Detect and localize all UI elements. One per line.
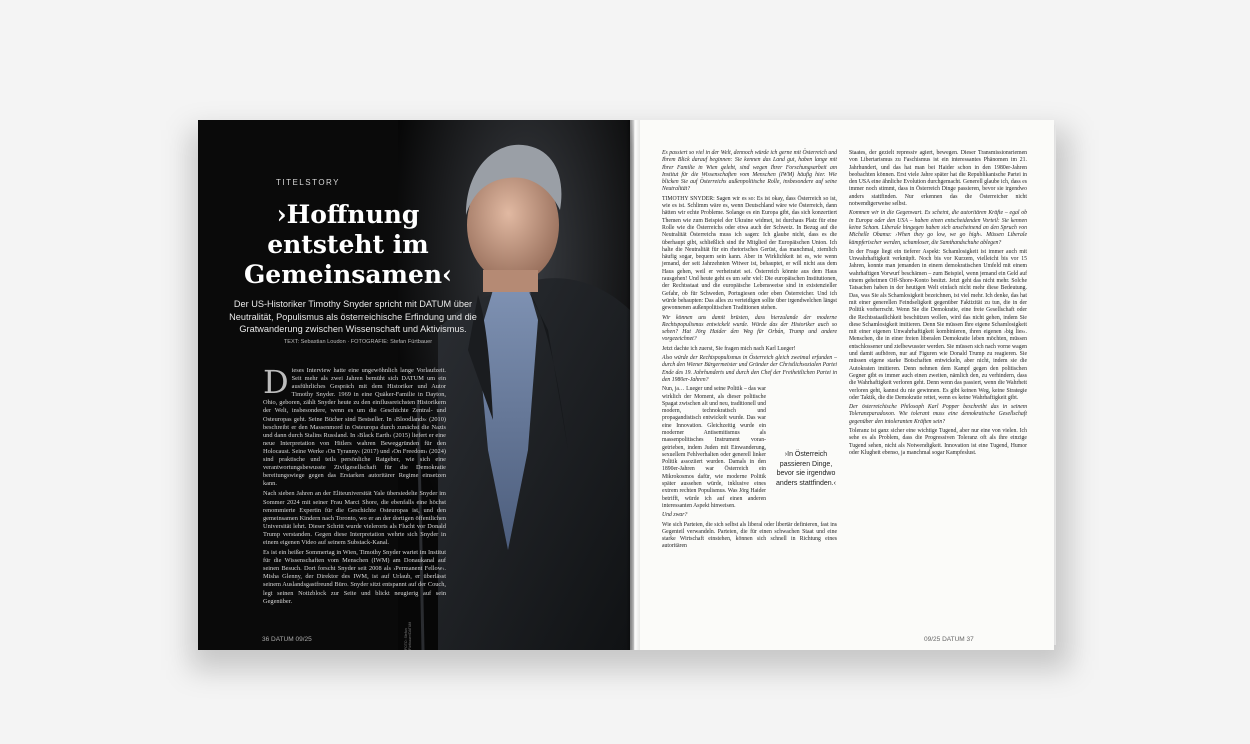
article-credits: TEXT: Sebastian Loudon · FOTOGRAFIE: Stefan Fürtbauer xyxy=(283,339,433,345)
answer: In der Frage liegt ein tieferer Aspekt: Schamlosigkeit ist immer auch mit Unwahrhaftigkeit verknüpft. Noch bis vor Kurzem, vielleicht bis vor 15 Jahren, konnte man jemanden in einem demokratischen Umfeld mit einem wahrhaftigen Vorwurf beschämen – zum Beispiel, wenn jemand ein Geld auf einem geheimen Off-Shore-Konto besitzt. Jetzt geht das nicht mehr. Solche Tatsachen haben in der heutigen Welt einfach nicht mehr diese Bedeutung. Das, was Sie als Schamlosigkeit bezeichnen, ist viel mehr. Ich denke, das hat mit einer generellen Feindseligkeit gegenüber Faktizität zu tun, die in der Politik vorherrscht. Wenn Sie die Demokratie, eine freie Gesellschaft oder die Rechtsstaatlichkeit beschützen wollen, wird das nicht gehen, indem Sie diese Schamlosigkeit imitieren. Denn Sie müssen Ihre eigene Schamlosigkeit mit einer eigenen Unwahrhaftigkeit kombinieren, ihren eigenen ›big lies‹. Menschen, die in einer freien liberalen Demokratie leben möchten, müssen entschlossener und zielbewusster werden. Sie müssen sich nach vorne wagen und damit aufhören, nur auf Figuren wie Donald Trump zu reagieren. Sie müssen eigene starke Botschaften entwickeln, aber nicht, indem sie die Autokraten imitieren. Denn nehmen dem Kampf gegen den politischen Gegner gibt es immer auch einen zweiten, nämlich den, zu verhindern, dass die Wahrhaftigkeit verloren geht. Denn wenn das passiert, wenn die Wahrheit verloren geht, kannst du nie gewinnen. Es gibt keinen Weg, keine Strategie oder Taktik, die die Demokratie rettet, wenn es keine Wahrhaftigkeit gibt. xyxy=(849,248,1028,401)
magazine-spread xyxy=(198,120,1054,650)
pull-quote: ›In Österreich passieren Dinge, bevor sie irgendwo anders stattfinden.‹ xyxy=(771,450,841,488)
answer: Nun, ja… Lueger und seine Politik – das war wirklich der Moment, als dieser politische Spagat zwischen alt und neu, traditionell und modern, technokratisch und propagandistisch entwickelt wurde. Das war eine Innovation. Gleichzeitig wurde ein moderner Antisemitismus als massenpolitisches Instrument voran-getrieben, indem Juden mit Einwanderung, sexuellem Fehlverhalten oder generell linker Politik assoziiert wurden. Damals in den 1890er-Jahren war Österreich ein Mikrokosmos dafür, wie moderne Politik später aussehen würde, inklusive eines extrem rechten Populismus. Was Jörg Haider betrifft, würde ich auf einen anderen interessanten Aspekt hinweisen. xyxy=(662,386,766,509)
article-headline: ›Hoffnung entsteht im Gemeinsamen‹ xyxy=(243,200,453,289)
question: Also würde der Rechtspopulismus in Österreich gleich zweimal erfunden – durch den Wiener Bürgermeister und Gründer der Christlichsozialen Partei Ende des 19. Jahrhunderts und durch den Chef der Freiheitlichen Partei in den 1980er-Jahren? xyxy=(662,355,837,383)
intro-paragraph-1: ieses Interview hatte eine ungewöhnlich lange Vorlaufzeit. Seit mehr als zwei Jahren bemüht sich DATUM um ein ausführliches Gespräch mit dem Historiker und Autor Timothy Snyder. 1969 in eine Quäker-Familie in Dayton, Ohio, geboren, zählt Snyder heute zu den einflussreichsten Historikern der Welt, insbesondere, wenn es um die Geschichte Zentral- und Osteuropas geht. Seine Bücher sind Bestseller. In ›Bloodlands‹ (2010) beschreibt er den Massenmord in Osteuropa durch zunächst die Nazis und dann durch Stalins Russland. In ›Black Earth‹ (2015) liefert er eine neue Interpretation von Hitlers wahren Beweggründen für den Holocaust. Seine Werke ›On Tyranny‹ (2017) und ›On Freedom‹ (2024) sind praktische und teils persönliche Ratgeber, wie sich eine verantwortungsbewusste Zivilgesellschaft für die Demokratie bereitungswiege gegen das Erstarken autoritärer Regime einsetzen kann. xyxy=(263,367,446,488)
answer: Toleranz ist ganz sicher eine wichtige Tugend, aber nur eine von vielen. Ich sehe es als Problem, dass die Progressiven Toleranz oft als ihre einzige Tugend sehen, nicht als Notwendigkeit. Innovation ist eine Tugend, Humor oder Klugheit ebenso, ja manchmal sogar Kampfeslust. xyxy=(849,427,1027,456)
page-folio-left: 36 DATUM 09/25 xyxy=(262,636,312,643)
dropcap: D xyxy=(263,363,289,401)
photo-credit: FOTO: Stefan Fürtbauer/DATUM xyxy=(404,621,412,650)
right-page xyxy=(634,120,1054,650)
intro-paragraph-2: Nach sieben Jahren an der Eliteuniversität Yale übersiedelte Snyder im Sommer 2024 mit seiner Frau Marci Shore, die ebenfalls eine höchst renommierte Expertin für die Geschichte Osteuropas ist, und den gemeinsamen Kindern nach Toronto, wo er an der dortigen öffentlichen Universität lehrt. Dieser Schritt wurde vielerorts als Flucht vor Donald Trump verstanden. Gegen diese Interpretation wehrte sich Snyder in einem eigenen Video auf seinem Substack-Kanal. xyxy=(263,490,446,546)
answer: Staates, der gezielt repressiv agiert, bewegen. Dieser Transmissionsriemen von Libertarismus zu Faschismus ist ein interessantes Phänomen im 21. Jahrhundert, und das hat man bei Haider schon in den 1980er-Jahren beobachten können. Erst viele Jahre später hat die Republikanische Partei in den USA eine ähnliche Evolution durchgemacht. Generell glaube ich, dass es immer noch stimmt, dass in Österreich Dinge passieren, bevor sie irgendwo anders stattfinden. Nur erkennen das die Österreicher nicht notwendigerweise selbst. xyxy=(849,150,1027,208)
intro-paragraph xyxy=(263,363,446,488)
intro-paragraph-3: Es ist ein heißer Sommertag in Wien, Timothy Snyder wartet im Institut für die Wissenschaften vom Menschen (IWM) am Donaukanal auf seinen Besuch. Dort forscht Snyder seit 2008 als ›Permanent Fellow‹. Misha Glenny, der Direktor des IWM, ist auf Urlaub, er überlässt seinem Auslandsgastfreund Büro. Snyder sitzt entspannt auf der Couch, legt seinen Notizblock zur Seite und blickt neugierig auf sein Gegenüber. xyxy=(263,549,446,605)
answer: Wie sich Parteien, die sich selbst als liberal oder libertär definieren, fast ins Gegenteil verwandeln. Parteien, die für einen schwachen Staat und eine starke Wirtschaft einstehen, können sich schnell in Richtung eines autoritären xyxy=(662,521,837,550)
question: Kommen wir in die Gegenwart. Es scheint, die autoritären Kräfte – egal ob in Europa oder den USA – haben einen entscheidenden Vorteil: Sie kennen keine Scham. Liberale hingegen haben sich anscheinend an den Spruch von Michelle Obama: ›When they go low, we go high‹. Müssen Liberale kämpferischer werden, schamloser, die Samthandschuhe ablegen? xyxy=(849,210,1027,246)
interview-column-1 xyxy=(662,150,837,553)
question: Wir können uns damit brüsten, dass hierzulande der moderne Rechtspopulismus entwickelt wurde. Würde das der Historiker auch so sehen? Hat Jörg Haider den Weg für Orbán, Trump und andere vorgezeichnet? xyxy=(662,314,837,343)
question: Es passiert so viel in der Welt, dennoch würde ich gerne mit Österreich und Ihrem Blick darauf beginnen: Sie kennen das Land gut, haben lange mit Ihrer Familie in Wien gelebt, sind wegen Ihrer Forschungsarbeit am Institut für die Wissenschaften vom Menschen (IWM) häufig hier. Wie blicken Sie auf Österreichs außenpolitische Rolle, insbesondere auf seine Neutralität? xyxy=(662,150,837,193)
page-folio-right: 09/25 DATUM 37 xyxy=(924,636,974,643)
section-kicker: TITELSTORY xyxy=(275,178,341,187)
answer: Jetzt dachte ich zuerst, Sie fragen mich nach Karl Lueger! xyxy=(662,345,796,352)
intro-body xyxy=(263,363,446,608)
question: Der österreichische Philosoph Karl Popper beschreibt das in seinem Toleranzparadoxon. Wie tolerant muss eine demokratische Gesellschaft gegenüber den intoleranten Kräften sein? xyxy=(849,404,1027,425)
article-intro: Der US-Historiker Timothy Snyder spricht mit DATUM über Neutralität, Populismus als österreichische Erfindung und die Gratwanderung zwischen Wissenschaft und Aktivismus. xyxy=(229,299,477,334)
question: Und zwar? xyxy=(662,512,688,519)
answer: TIMOTHY SNYDER: Sagen wir es so: Es ist okay, dass Österreich so ist, wie es ist. Schlimm wäre es, wenn Deutschland wäre wie Österreich, dann hätten wir echte Probleme. Solange es ein Europa gibt, das sich konzertiert Themen wie zum Beispiel der Ukraine widmet, ist durchaus Platz für eine Rolle wie die Österreichs oder etwa auch der Schweiz. In Bezug auf die Neutralität Österreichs muss ich sagen: Ich glaube nicht, dass es die überhaupt gibt, schließlich sind ihr Mitglied der Europäischen Union. Ich halte die Neutralität für ein rhetorisches Gerüst, das manchmal, ziemlich häufig sogar, bequem sein kann. Aber in Wirklichkeit ist es, wie wenn jemand, der seit Jahrzehnten Witwer ist, behauptet, er will nicht aus dem Haus gehen, weil er verheiratet sei. Österreich könnte aus dem Haus rausgehen! Und heute geht es um sehr viel: Die europäischen Institutionen, der Rechtsstaat und die europäische Lebensweise sind in existenzieller Gefahr, ob für Schweden, Portugiesen oder eben Österreicher. Und ich würde behaupten: Das alles zu verteidigen sollte über irgendwelchen längst gewonnenen außenpolitischen Traditionen stehen. xyxy=(662,195,837,312)
spine-gutter xyxy=(626,120,640,650)
left-page xyxy=(198,120,630,650)
interview-column-2 xyxy=(849,150,1027,459)
